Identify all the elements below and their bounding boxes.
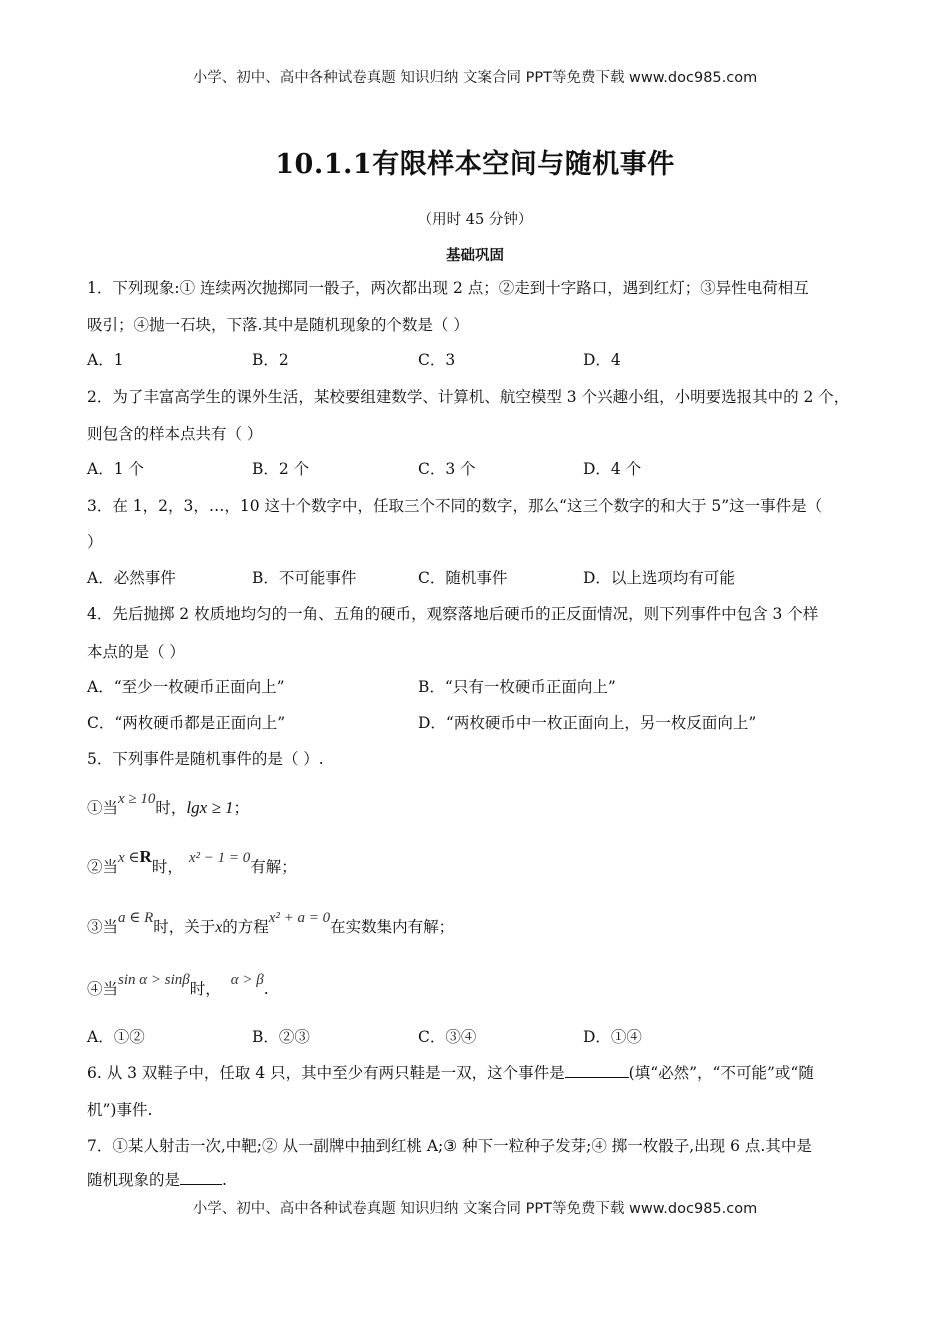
- q1-option-c: C．3: [418, 351, 456, 369]
- q4-line2: 本点的是（ ）: [87, 643, 185, 661]
- q5-item1-end: ；: [233, 799, 250, 817]
- q2-option-c: C．3 个: [418, 460, 476, 478]
- q3-line2: ）: [87, 533, 103, 551]
- q5-item3-var: x: [215, 919, 223, 936]
- q5-item4-end: .: [263, 980, 269, 998]
- q5-option-a: A．①②: [87, 1028, 145, 1046]
- q5-item3-equation: x² + a = 0: [268, 910, 331, 926]
- q5-item3-prefix: ③当: [87, 918, 119, 936]
- q2-option-d: D．4 个: [583, 460, 642, 478]
- q1-line1: 1．下列现象:① 连续两次抛掷同一骰子，两次都出现 2 点；②走到十字路口，遇到红灯；③异性电荷相互: [87, 279, 809, 297]
- q5-item1-mid: 时，: [155, 799, 187, 817]
- q3-option-c: C．随机事件: [418, 569, 508, 587]
- q5-line1: 5．下列事件是随机事件的是（ ）.: [87, 750, 324, 768]
- q5-item1-condition: x ≥ 10: [118, 791, 156, 807]
- q7-line2: [87, 1170, 227, 1190]
- q2-line2: 则包含的样本点共有（ ）: [87, 425, 263, 443]
- q5-item2-mid: 时，: [151, 858, 183, 876]
- time-limit: （用时 45 分钟）: [417, 212, 533, 228]
- q6-line1: [87, 1063, 814, 1083]
- q5-option-b: B．②③: [252, 1028, 310, 1046]
- q5-option-d: D．①④: [583, 1028, 642, 1046]
- q5-option-c: C．③④: [418, 1028, 477, 1046]
- q2-line1: 2．为了丰富高学生的课外生活，某校要组建数学、计算机、航空模型 3 个兴趣小组，小明要选报其中的 2 个，: [87, 388, 850, 406]
- q5-item2-prefix: ②当: [87, 858, 119, 876]
- q4-line1: 4．先后抛掷 2 枚质地均匀的一角、五角的硬币，观察落地后硬币的正反面情况，则下列事件中包含 3 个样: [87, 605, 819, 623]
- section-heading: 基础巩固: [446, 247, 504, 264]
- q7-line2-start: 随机现象的是: [87, 1171, 181, 1189]
- q3-option-b: B．不可能事件: [252, 569, 357, 587]
- q7-answer-blank: [180, 1170, 222, 1185]
- q6-line1-start: 6. 从 3 双鞋子中，任取 4 只，其中至少有两只鞋是一双，这个事件是: [87, 1064, 565, 1082]
- q5-item2-end: 有解；: [250, 858, 297, 876]
- q6-answer-blank: [565, 1063, 629, 1078]
- q5-item2-condition: x ∈: [118, 850, 140, 866]
- page-header: 小学、初中、高中各种试卷真题 知识归纳 文案合同 PPT等免费下载 www.doc985.com: [192, 70, 758, 86]
- q4-option-b: B．“只有一枚硬币正面向上”: [418, 678, 616, 696]
- q5-item1: [87, 791, 250, 819]
- q2-option-b: B．2 个: [252, 460, 310, 478]
- q5-item4-expression: α > β: [230, 972, 264, 988]
- q7-line1: 7．①某人射击一次,中靶;② 从一副牌中抽到红桃 A;③ 种下一粒种子发芽;④ 掷一枚骰子,出现 6 点.其中是: [87, 1137, 812, 1155]
- q5-item3-mid2: 的方程: [222, 918, 269, 936]
- q5-item2-equation: x² − 1 = 0: [188, 850, 251, 866]
- q3-option-a: A．必然事件: [87, 569, 176, 587]
- q1-line2: 吸引；④抛一石块，下落.其中是随机现象的个数是（ ）: [87, 316, 469, 334]
- page-title: 10.1.1有限样本空间与随机事件: [275, 149, 675, 180]
- q5-item3-condition: a ∈ R: [118, 910, 154, 926]
- q5-item4-prefix: ④当: [87, 980, 119, 998]
- q5-item4-mid: 时，: [189, 980, 221, 998]
- q5-item2: [87, 847, 297, 878]
- q1-option-d: D．4: [583, 351, 621, 369]
- q7-line2-end: .: [222, 1171, 227, 1189]
- q6-line1-end: (填“必然”，“不可能”或“随: [628, 1064, 814, 1082]
- q1-option-b: B．2: [252, 351, 289, 369]
- q6-line2: 机”)事件.: [87, 1101, 153, 1119]
- q3-line1: 3．在 1，2，3，…，10 这十个数字中，任取三个不同的数字，那么“这三个数字的和大于 5”这一事件是（: [87, 497, 823, 515]
- q3-option-d: D．以上选项均有可能: [583, 569, 735, 587]
- q5-item4-condition: sin α > sinβ: [118, 972, 190, 988]
- q5-item3-end: 在实数集内有解；: [330, 918, 455, 936]
- q5-item1-prefix: ①当: [87, 799, 119, 817]
- q5-item2-real-set: R: [139, 847, 152, 866]
- q4-option-c: C．“两枚硬币都是正面向上”: [87, 714, 286, 732]
- q4-option-a: A．“至少一枚硬币正面向上”: [87, 678, 285, 696]
- q5-item3-mid: 时，关于: [153, 918, 216, 936]
- q2-option-a: A．1 个: [87, 460, 144, 478]
- page-footer: 小学、初中、高中各种试卷真题 知识归纳 文案合同 PPT等免费下载 www.doc985.com: [192, 1201, 758, 1217]
- q4-option-d: D．“两枚硬币中一枚正面向上，另一枚反面向上”: [418, 714, 757, 732]
- q1-option-a: A．1: [87, 351, 124, 369]
- q5-item3: [87, 910, 455, 938]
- q5-item1-expression: lgx ≥ 1: [186, 798, 234, 817]
- q5-item4: [87, 972, 269, 1000]
